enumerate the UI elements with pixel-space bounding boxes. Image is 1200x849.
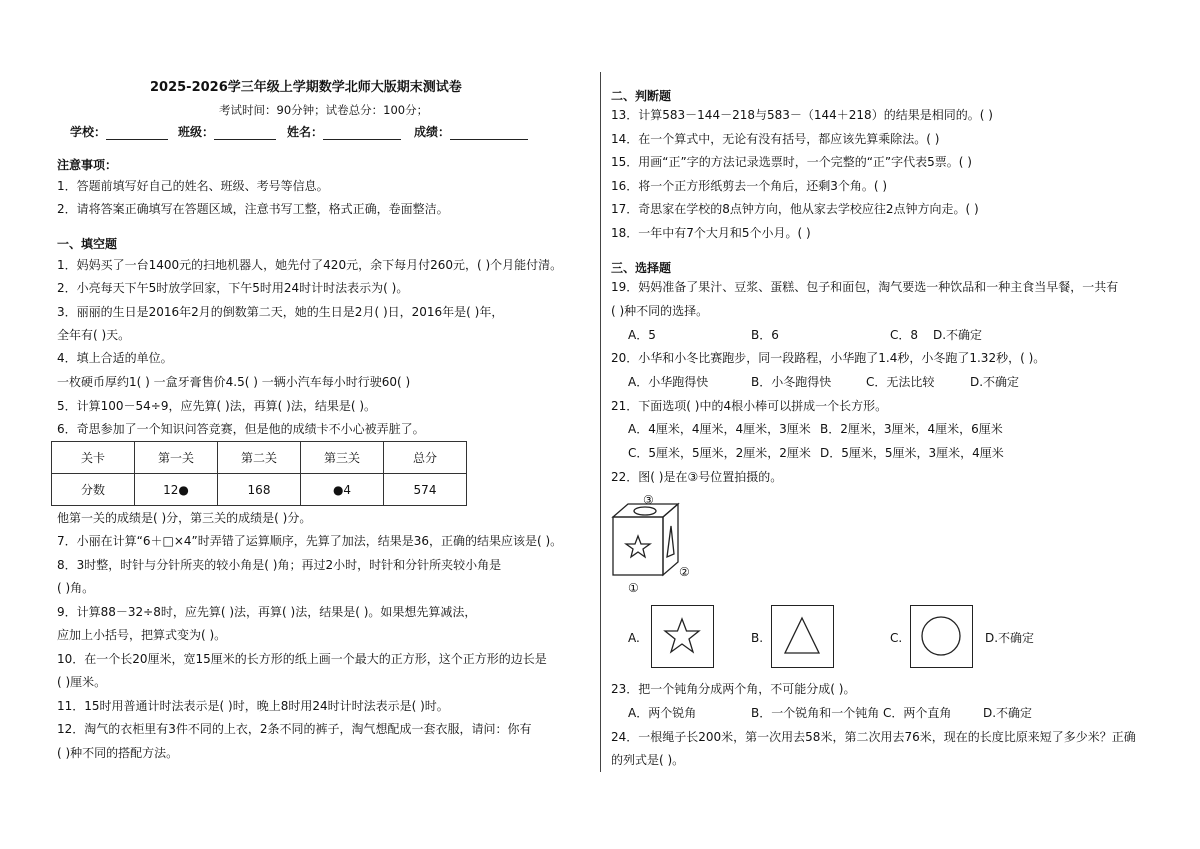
q8: 8．3时整，时针与分针所夹的较小角是( )角；再过2小时，时针和分针所夹较小角是 [57,558,502,572]
name-field[interactable] [287,124,401,140]
q23-option-d: D.不确定 [983,706,1033,720]
cube-front-face [613,517,663,575]
class-field[interactable] [178,124,276,140]
q19-option-b: B．6 [751,328,779,342]
q7: 7．小丽在计算“6＋□×4”时弄错了运算顺序，先算了加法，结果是36，正确的结果应该是( )。 [57,534,563,548]
page-title: 2025-2026学三年级上学期数学北师大版期末测试卷 [150,80,462,95]
q22-option-b: B. [751,631,764,645]
q5: 5．计算100－54÷9，应先算( )法，再算( )法，结果是( )。 [57,399,377,413]
q19: 19．妈妈准备了果汁、豆浆、蛋糕、包子和面包，淘气要选一种饮品和一种主食当早餐，一共有 [611,280,1119,294]
notice-item: 1．答题前填写好自己的姓名、班级、考号等信息。 [57,179,329,193]
q22: 22．图( )是在③号位置拍摄的。 [611,470,783,484]
q8-cont: ( )角。 [57,581,95,595]
q19-cont: ( )种不同的选择。 [611,304,709,318]
q20-option-b: B．小冬跑得快 [751,375,832,389]
option-a-box [651,605,714,668]
cube-right-face [663,504,678,575]
score-label: 成绩： [414,125,451,139]
q12-cont: ( )种不同的搭配方法。 [57,746,179,760]
q4: 4．填上合适的单位。 [57,351,173,365]
table-cell: 168 [218,474,301,506]
section1-title: 一、填空题 [57,237,118,251]
section2-title: 二、判断题 [611,89,672,103]
table-cell: 574 [384,474,467,506]
option-b-box [771,605,834,668]
q21-option-b: B．2厘米，3厘米，4厘米，6厘米 [820,422,1003,436]
notice-item: 2．请将答案正确填写在答题区域，注意书写工整，格式正确，卷面整洁。 [57,202,449,216]
table-header: 第二关 [218,442,301,474]
q4-units: 一枚硬币厚约1( ) 一盒牙膏售价4.5( ) 一辆小汽车每小时行驶60( ) [57,375,411,389]
q20-option-a: A．小华跑得快 [628,375,709,389]
q17: 17．奇思家在学校的8点钟方向，他从家去学校应往2点钟方向走。( ) [611,202,979,216]
q6-cont: 他第一关的成绩是( )分，第三关的成绩是( )分。 [57,511,312,525]
q23-option-a: A．两个锐角 [628,706,697,720]
q23-option-b: B．一个锐角和一个钝角 [751,706,880,720]
exam-info: 考试时间：90分钟；试卷总分：100分； [219,103,429,117]
q20-option-d: D.不确定 [970,375,1020,389]
q11: 11．15时用普通计时法表示是( )时，晚上8时用24时计时法表示是( )时。 [57,699,449,713]
school-field[interactable] [70,124,168,140]
q22-option-c: C. [890,631,903,645]
q9-cont: 应加上小括号，把算式变为( )。 [57,628,227,642]
q21-option-a: A．4厘米，4厘米，4厘米，3厘米 [628,422,811,436]
q19-option-c: C．8 [890,328,919,342]
q13: 13．计算583－144－218与583－（144＋218）的结果是相同的。( ) [611,108,993,122]
table-cell: ●4 [301,474,384,506]
q2: 2．小亮每天下午5时放学回家，下午5时用24时计时法表示为( )。 [57,281,409,295]
position-1-label: ① [628,581,639,595]
q9: 9．计算88－32÷8时，应先算( )法，再算( )法，结果是( )。如果想先算减法， [57,605,477,619]
table-header: 第三关 [301,442,384,474]
q21-option-c: C．5厘米，5厘米，2厘米，2厘米 [628,446,811,460]
score-table [51,441,467,506]
table-cell: 12● [135,474,218,506]
q21: 21．下面选项( )中的4根小棒可以拼成一个长方形。 [611,399,888,413]
q24: 24．一根绳子长200米，第一次用去58米，第二次用去76米，现在的长度比原来短了多少米？正确 [611,730,1136,744]
class-label: 班级： [178,125,215,139]
table-cell: 分数 [52,474,135,506]
q23-option-c: C．两个直角 [883,706,952,720]
table-header: 总分 [384,442,467,474]
q18: 18．一年中有7个大月和5个小月。( ) [611,226,811,240]
triangle-icon [772,606,832,666]
q21-option-d: D．5厘米，5厘米，3厘米，4厘米 [820,446,1004,460]
circle-icon [911,606,971,666]
q20-option-c: C．无法比较 [866,375,935,389]
option-c-box [910,605,973,668]
score-field[interactable] [414,124,528,140]
q15: 15．用画“正”字的方法记录选票时，一个完整的“正”字代表5票。( ) [611,155,972,169]
column-divider [600,72,601,772]
table-row [52,442,467,474]
q24-cont: 的列式是( )。 [611,753,685,767]
q1: 1．妈妈买了一台1400元的扫地机器人，她先付了420元，余下每月付260元，( )个月能付清。 [57,258,563,272]
q3-cont: 全年有( )天。 [57,328,131,342]
table-header: 关卡 [52,442,135,474]
star-icon [626,536,650,557]
position-2-label: ② [679,565,690,579]
q6: 6．奇思参加了一个知识问答竞赛，但是他的成绩卡不小心被弄脏了。 [57,422,425,436]
q19-option-d: D.不确定 [933,328,983,342]
triangle-icon [667,526,674,557]
notice-title: 注意事项： [57,158,118,172]
q12: 12．淘气的衣柜里有3件不同的上衣，2条不同的裤子，淘气想配成一套衣服，请问：你有 [57,722,532,736]
q20: 20．小华和小冬比赛跑步，同一段路程，小华跑了1.4秒，小冬跑了1.32秒，( )。 [611,351,1046,365]
star-icon [652,606,712,666]
q16: 16．将一个正方形纸剪去一个角后，还剩3个角。( ) [611,179,888,193]
name-label: 姓名： [287,125,324,139]
section3-title: 三、选择题 [611,261,672,275]
school-label: 学校： [70,125,107,139]
q19-option-a: A．5 [628,328,656,342]
table-header: 第一关 [135,442,218,474]
q10-cont: ( )厘米。 [57,675,107,689]
position-3-label: ③ [643,493,654,507]
q23: 23．把一个钝角分成两个角，不可能分成( )。 [611,682,856,696]
circle-icon [634,507,656,515]
q22-option-a: A. [628,631,640,645]
q14: 14．在一个算式中，无论有没有括号，都应该先算乘除法。( ) [611,132,940,146]
table-row [52,474,467,506]
q10: 10．在一个长20厘米，宽15厘米的长方形的纸上画一个最大的正方形，这个正方形的边长是 [57,652,547,666]
q3: 3．丽丽的生日是2016年2月的倒数第二天，她的生日是2月( )日，2016年是( )年， [57,305,504,319]
q22-option-d: D.不确定 [985,631,1035,645]
